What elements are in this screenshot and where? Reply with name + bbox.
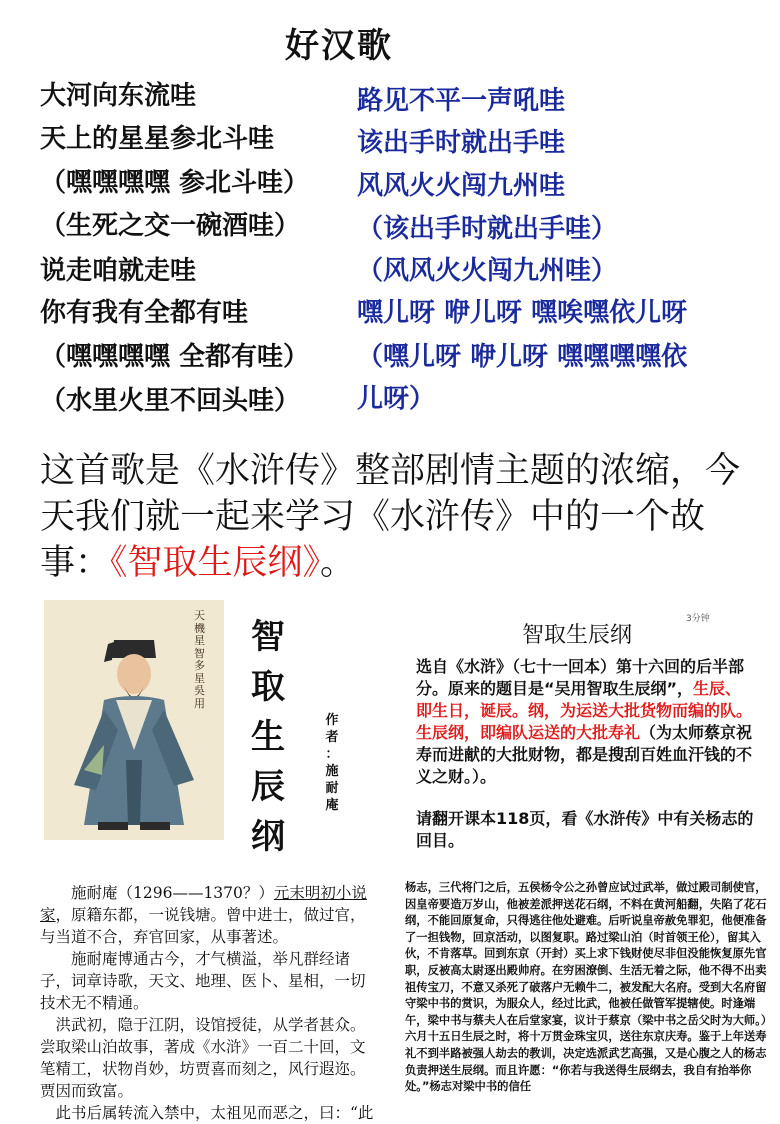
lyric-right-6: 嘿儿呀 咿儿呀 嘿唉嘿依儿呀: [357, 298, 688, 328]
lyric-left-2: 天上的星星参北斗哇: [40, 124, 275, 154]
lyric-right-3: 风风火火闯九州哇: [357, 171, 566, 201]
summary-title: 智取生辰纲: [522, 623, 633, 648]
author-char: 施: [325, 764, 339, 779]
lyric-left-4: （生死之交一碗酒哇）: [40, 211, 301, 241]
intro-period: 。: [320, 543, 356, 583]
lyric-left-7: （嘿嘿嘿嘿 全都有哇）: [40, 342, 310, 372]
summary-text-b: （为太师蔡京祝寿而进献的大批财物，都是搜刮百姓血汗钱的不义之财。）。: [416, 723, 753, 786]
bio-dates: 施耐庵（1296——1370？）: [71, 884, 274, 902]
bio-origin: ，原籍东都，一说钱塘。曾中进士，做过官，与当道不合，弃官回家，从事著述。: [40, 906, 366, 946]
lyric-right-2: 该出手时就出手哇: [357, 128, 566, 158]
author-char: 者: [325, 730, 339, 745]
intro-highlight: 《智取生辰纲》: [110, 543, 321, 583]
lyric-right-4: （该出手时就出手哇）: [357, 214, 618, 244]
wu-yong-portrait: [44, 600, 224, 840]
lyric-left-8: （水里火里不回头哇）: [40, 386, 301, 416]
author-char: ：: [325, 747, 339, 762]
summary-tip: 请翻开课本118页，看《水浒传》中有关杨志的回目。: [416, 809, 754, 850]
vertical-title: [248, 612, 288, 862]
vertical-title-char: 纲: [251, 817, 285, 857]
summary-text-a: 选自《水浒》（七十一回本）第十六回的后半部分。原来的题目是“吴用智取生辰纲”，: [416, 657, 745, 698]
vertical-title-char: 辰: [251, 767, 285, 807]
vertical-title-char: 取: [251, 667, 285, 707]
lyric-left-3: （嘿嘿嘿嘿 参北斗哇）: [40, 168, 310, 198]
portrait-caption: 天機星智多星吳用: [194, 609, 205, 710]
bio-paragraph-1: [40, 882, 378, 948]
lyric-right-5: （风风火火闯九州哇）: [357, 256, 618, 286]
lyric-right-8: 儿呀）: [357, 384, 436, 414]
bio-paragraph-2: 施耐庵博通古今，才气横溢，举凡群经诸子，词章诗歌，天文、地理、医卜、星相，一切技术无不精通。: [40, 950, 366, 1012]
summary-definition: 生辰、即生日，诞辰。纲，为运送大批货物而编的队。生辰纲，即编队运送的大批寿礼: [416, 679, 753, 742]
lyric-left-6: 你有我有全都有哇: [40, 298, 249, 328]
intro-paragraph: [40, 448, 760, 586]
lyric-right-7: （嘿儿呀 咿儿呀 嘿嘿嘿嘿依: [357, 342, 688, 372]
bio-paragraph-3: 洪武初，隐于江阴，设馆授徒，从学者甚众。尝取梁山泊故事，著成《水浒》一百二十回，文笔精工，状物肖妙，坊贾喜而刻之，风行遐迩。贾因而致富。: [40, 1016, 366, 1100]
yang-zhi-story: 杨志，三代将门之后，五侯杨令公之孙曾应试过武举，做过殿司制使官，因皇帝要造万岁山，他被差派押送花石纲，不料在黄河船翻，失陷了花石纲，不能回原复命，只得逃往他处避难。后听说皇帝赦免罪犯，他便准备了一担钱物，回京活动，以图复职。路过梁山泊（时首领王伦），留其入伙，不肯落草。回到东京（开封）买上求下钱财使尽非但没能恢复原先官职，反被高太尉逐出殿帅府。在穷困潦倒、生活无着之际，他不得不出卖祖传宝刀，不意又杀死了破落户无赖牛二，被发配大名府。受到大名府留守梁中书的赏识，为服众人，经过比武，他被任做管军提辖使。时逢端午，梁中书与蔡夫人在后堂家宴，议计于蔡京（梁中书之岳父时为大师。）六月十五日生辰之时，将十万贯金珠宝贝，送往东京庆寿。鉴于上年送寿礼不到半路被强人劫去的教训，决定选派武艺高强，又是心腹之人的杨志负责押送生辰纲。而且许愿：“你若与我送得生辰纲去，我自有抬举你处。”杨志对梁中书的信任: [405, 881, 773, 1094]
vertical-title-char: 智: [251, 617, 285, 657]
summary-duration: 3分钟: [686, 614, 710, 624]
author-vertical: [324, 712, 340, 814]
author-char: 作: [325, 713, 339, 728]
lyric-right-1: 路见不平一声吼哇: [357, 86, 566, 116]
author-char: 耐: [325, 781, 339, 796]
intro-text: 这首歌是《水浒传》整部剧情主题的浓缩，今天我们就一起来学习《水浒传》中的一个故事：: [40, 451, 741, 583]
author-char: 庵: [325, 798, 339, 813]
lyric-left-1: 大河向东流哇: [40, 81, 197, 111]
summary-paragraph: [416, 656, 754, 788]
vertical-title-char: 生: [251, 717, 285, 757]
author-bio: [40, 882, 378, 1124]
bio-paragraph-4: 此书后属转流入禁中，太祖见而恶之，曰：“此: [55, 1104, 374, 1122]
song-title: 好汉歌: [285, 26, 393, 66]
lyric-left-5: 说走咱就走哇: [40, 256, 197, 286]
bio-era: 元末明初小说家: [40, 884, 367, 924]
